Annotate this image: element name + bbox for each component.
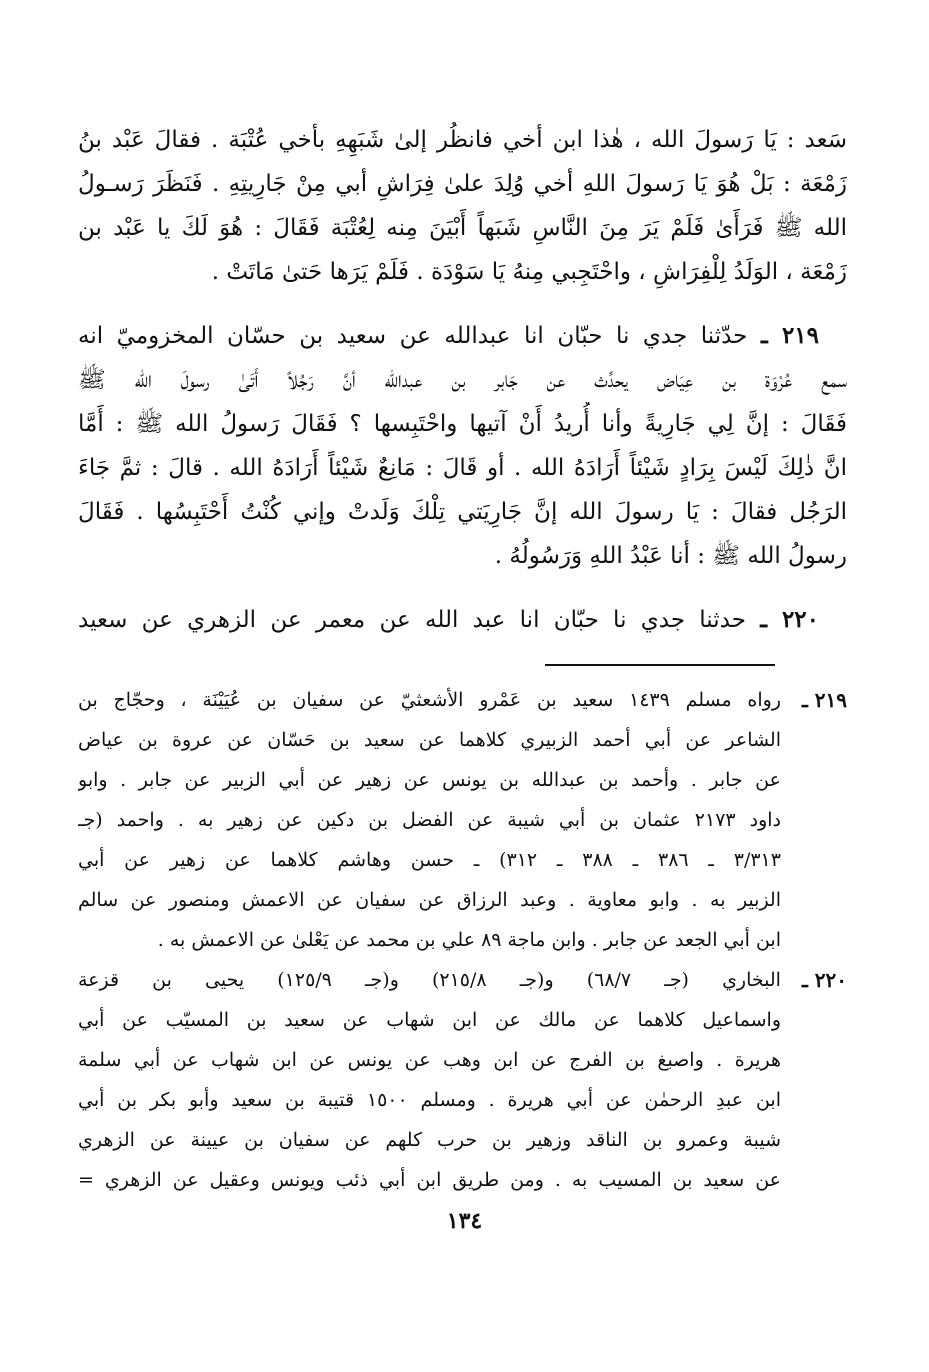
footnote-line: ٣/٣١٣ ـ ٣٨٦ ـ ٣٨٨ ـ ٣١٢) ـ حسن وهاشم كلاهما عن زهير عن أبي — [78, 849, 781, 871]
text-line: انَّ ذٰلِكَ لَيْسَ بِرَادٍ شَيْئاً أَرَادَهُ الله . أو قَالَ : مَانِعٌ شَيْئاً أَرَادَهُ الله . قالَ : ثمَّ جَاءَ — [78, 455, 847, 481]
page-number: ١٣٤ — [446, 1208, 483, 1234]
paragraph-1 — [78, 118, 847, 294]
footnote-line: شيبة وعمرو بن الناقد وزهير بن حرب كلهم عن سفيان بن عيينة عن الزهري — [78, 1129, 781, 1151]
footnote-line: عن سعيد بن المسيب به . ومن طريق ابن أبي ذئب ويونس وعقيل عن الزهري = — [78, 1169, 781, 1191]
text-line: الرَجُل فقالَ : يَا رسولَ الله إنَّ جَارِيَتي تِلْكَ وَلَدتْ وإني كُنْتُ أَحْتَبِسُها . فَقَالَ — [78, 499, 847, 525]
main-text — [78, 118, 847, 642]
footnote-divider — [545, 664, 775, 666]
hadith-number: ٢٢٠ ـ — [760, 606, 820, 633]
footnote-line: واسماعيل كلاهما عن مالك عن ابن شهاب عن سعيد بن المسيّب عن أبي — [78, 1009, 781, 1031]
footnote-line: الزبير به . وابو معاوية . وعبد الرزاق عن سفيان عن الاعمش ومنصور عن سالم — [78, 889, 781, 911]
text-line: رسولُ الله ﷺ : أنا عَبْدُ اللهِ وَرَسُولُهُ . — [494, 543, 847, 569]
text-line: سَعد : يَا رَسولَ الله ، هٰذا ابن أخي فانظُر إلىٰ شَبَهِهِ بأخي عُتْبَة . فقالَ عَبْد بنُ — [78, 127, 847, 153]
text-line: سمع عُرْوَة بن عِيَاض يحدِّث عن جَابر بن عبدالله أنَّ رَجُلاً أَتَىٰ رسولَ الله ﷺ — [78, 367, 847, 393]
footnote-line: ابن أبي الجعد عن جابر . وابن ماجة ٨٩ علي بن محمد عن يَعْلىٰ عن الاعمش به . — [157, 929, 781, 951]
hadith-220 — [78, 598, 847, 642]
footnote-line: داود ٢١٧٣ عثمان بن أبي شيبة عن الفضل بن دكين عن زهير به . واحمد (جـ — [78, 809, 781, 831]
text-line: زَمْعَة ، الوَلَدُ لِلْفِرَاشِ ، واحْتَجِبي مِنهُ يَا سَوْدَة . فَلَمْ يَرَها حَتىٰ مَاتَتْ . — [211, 259, 847, 285]
footnote-line: عن جابر . وأحمد بن عبدالله بن يونس عن زهير عن أبي الزبير عن جابر . وابو — [78, 769, 781, 791]
text-line: الله ﷺ فَرَأَىٰ فَلَمْ يَرَ مِنَ النَّاسِ شَبَهاً أَبْيَنَ مِنه لِعُتْبَة فَقَالَ : هُوَ لَكَ يا عَبْد بن — [78, 215, 847, 241]
hadith-first-line: حدّثنا جدي نا حبّان انا عبدالله عن سعيد بن حسّان المخزوميّ انه — [78, 323, 748, 349]
footnote-line: البخاري (جـ ٦٨/٧) و(جـ ٢١٥/٨) و(جـ ١٢٥/٩) يحيى بن قزعة — [78, 969, 781, 991]
text-line: فَقَالَ : إنَّ لِي جَارِيةً وأنا أُريدُ أَنْ آتيها واحْتَبِسها ؟ فَقَالَ رَسولُ الله ﷺ : أَمَّا — [78, 411, 847, 437]
text-line: زَمْعَة : بَلْ هُوَ يَا رَسولَ اللهِ أخي وُلِدَ علىٰ فِرَاشِ أبي مِنْ جَارِيتِهِ . فَنَظَرَ رَسـولُ — [78, 171, 847, 197]
footnote-220 — [78, 960, 847, 1200]
footnote-line: هريرة . واصبغ بن الفرج عن ابن وهب عن يونس عن ابن شهاب عن أبي سلمة — [78, 1049, 781, 1071]
footnote-line: ابن عبدِ الرحمٰن عن أبي هريرة . ومسلم ١٥٠٠ قتيبة بن سعيد وأبو بكر بن أبي — [78, 1089, 781, 1111]
footnote-line: الشاعر عن أبي أحمد الزبيري كلاهما عن سعيد بن حَسّان عن عروة بن عياض — [78, 729, 781, 751]
footnote-219 — [78, 680, 847, 960]
hadith-number: ٢١٩ ـ — [760, 322, 819, 349]
text-line — [78, 598, 847, 642]
footnote-number: ٢٢٠ ـ — [801, 968, 847, 992]
text-line — [78, 314, 847, 358]
footnote-line: رواه مسلم ١٤٣٩ سعيد بن عَمْرو الأشعثيّ عن سفيان بن عُيَيْنَة ، وحجّاج بن — [78, 689, 781, 711]
footnotes — [78, 680, 847, 1200]
hadith-first-line: حدثنا جدي نا حبّان انا عبد الله عن معمر عن الزهري عن سعيد — [78, 607, 746, 633]
hadith-219 — [78, 314, 847, 578]
footnote-number: ٢١٩ ـ — [801, 688, 847, 712]
